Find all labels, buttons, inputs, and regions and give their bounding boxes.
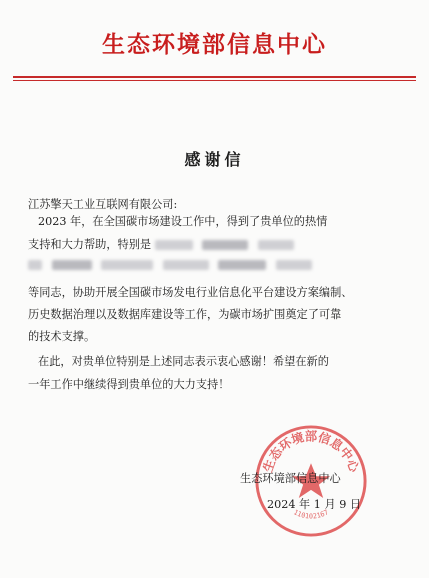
redacted-name xyxy=(101,260,153,270)
paragraph-line: 2023 年，在全国碳市场建设工作中，得到了贵单位的热情 xyxy=(38,215,328,228)
redacted-name xyxy=(52,260,92,270)
redacted-name xyxy=(202,240,248,250)
signature-organization: 生态环境部信息中心 xyxy=(240,472,341,485)
paragraph-line: 一年工作中继续得到贵单位的大力支持！ xyxy=(28,378,230,391)
document-title: 感谢信 xyxy=(184,150,245,169)
paragraph-text: 支持和大力帮助，特别是 xyxy=(28,238,152,251)
letterhead-rule xyxy=(13,76,416,78)
paragraph-line: 在此，对贵单位特别是上述同志表示衷心感谢！希望在新的 xyxy=(38,355,329,368)
redacted-name xyxy=(276,260,312,270)
letterhead-rule-thin xyxy=(13,80,416,81)
redacted-name xyxy=(218,260,266,270)
signature-date: 2024 年 1 月 9 日 xyxy=(267,498,362,511)
redacted-name xyxy=(28,260,42,270)
redacted-name xyxy=(163,260,209,270)
paragraph-line: 等同志，协助开展全国碳市场发电行业信息化平台建设方案编制、 xyxy=(28,286,353,299)
paragraph-line: 的技术支撑。 xyxy=(28,330,96,343)
redacted-name xyxy=(258,240,294,250)
paragraph-line: 历史数据治理以及数据库建设等工作，为碳市场扩围奠定了可靠 xyxy=(28,308,342,321)
seal-number: 110102167 xyxy=(292,508,330,521)
letterhead-title: 生态环境部信息中心 xyxy=(102,31,327,58)
salutation: 江苏擎天工业互联网有限公司: xyxy=(28,198,178,211)
seal-ring-text: 生态环境部信息中心 xyxy=(259,428,363,474)
paragraph-line-with-redaction xyxy=(28,236,409,252)
redacted-name xyxy=(155,240,193,250)
redacted-names-line xyxy=(28,258,409,274)
